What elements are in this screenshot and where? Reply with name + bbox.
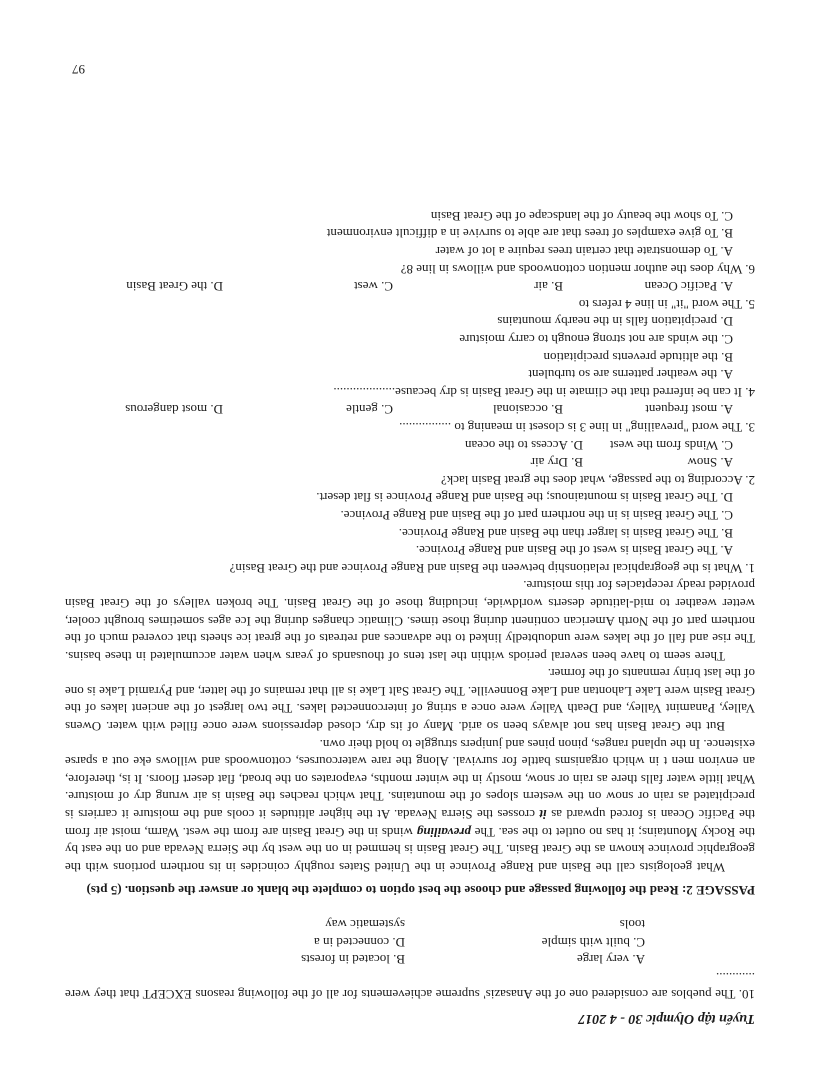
option-c: C. The Great Basin is in the northern part of the Basin and Range Province. — [340, 507, 733, 523]
passage-paragraph-1: What geologists call the Basin and Range Province in the United States roughly coincides in its northern portions with the geographic province known as the Great Basin. The Great Basin is hemmed in on the west by the Sierra Nevada and on the east by the Rocky Mountains; it has no outlet to the sea. The prevailing winds in the Great Basin are from the west. Warm, moist air from the Pacific Ocean is forced upward as it crosses the Sierra Nevada. At the higher altitudes it cools and the moisture it carriers is precipitated as rain or snow on the western slopes of the mountains. That which reaches the Basin is air wrung dry of moisture. What little water falls there as rain or snow, mostly in the winter months, evaporates on the broad, flat desert floors. It is, therefore, an environ men t in which organisms battle for survival. Along the rare watercourses, cottonwoods and willows eke out a sparse existence. In the upland ranges, pinon pines and junipers struggle to hold their own. — [64, 736, 755, 875]
option-d: D. connected in a systematic way — [314, 917, 405, 950]
option-b: B. The Great Basin is larger than the Basin and Range Province. — [398, 525, 733, 541]
question-3 — [65, 401, 755, 436]
page-number: 97 — [72, 62, 85, 77]
option-c: C. To show the beauty of the landscape of the Great Basin — [430, 208, 733, 224]
option-a: A. the weather patterns are so turbulent — [528, 367, 733, 383]
option-b: B. located in forests — [301, 952, 405, 968]
option-a: A. The Great Basin is west of the Basin and Range Province. — [415, 543, 733, 559]
option-c: C. west — [354, 279, 393, 295]
page-header: Tuyển tập Olympic 30 - 4 2017 — [578, 1011, 755, 1026]
option-d: D. precipitation falls in the nearby mountains — [497, 314, 733, 330]
option-a: A. most frequent — [645, 402, 733, 418]
passage-2-title: PASSAGE 2: Read the following passage and choose the best option to complete the blank or answer the question. (5 pts) — [86, 883, 755, 899]
option-a: A. Snow — [687, 455, 733, 471]
question-3-stem: 3. The word "prevailing" in line 3 is closest in meaning to ................ — [399, 420, 755, 435]
question-2 — [65, 436, 755, 489]
question-2-options — [65, 436, 755, 471]
option-b: B. To give examples of trees that are able to survive in a difficult environment — [326, 226, 733, 242]
question-3-options — [65, 401, 755, 419]
option-b: B. air — [534, 279, 563, 295]
question-10-options — [65, 915, 755, 968]
option-d: D. Access to the ocean — [464, 437, 583, 453]
page-content — [65, 207, 755, 1027]
option-c: C. Winds from the west — [609, 437, 733, 453]
option-b: B. Dry air — [530, 455, 583, 471]
question-4-stem: 4. It can be inferred that the climate in the Great Basin is dry because................... — [333, 384, 755, 400]
passage-paragraph-3: There seem to have been several periods within the last tens of thousands of years when water accumulated in these basins. The rise and fall of the lakes were undoubtedly linked to the advances and retreats of the great ice sheets that covered much of the northern part of the North American continent during those times. Climatic changes during the Ice ages sometimes brought cooler, wetter weather to mid-latitude deserts worldwide, including those of the Great Basin. The broken valleys of the Great Basin provided ready receptacles for this moisture. — [65, 578, 755, 664]
option-d: D. The Great Basin is mountainous; the Basin and Range Province is flat desert. — [316, 490, 733, 506]
keyword-it: it — [539, 807, 547, 823]
option-c: C. gentle — [346, 402, 393, 418]
option-a: A. To demonstrate that certain trees require a lot of water — [435, 244, 733, 260]
question-2-stem: 2. According to the passage, what does the great Basin lack? — [440, 472, 755, 488]
option-d: D. the Great Basin — [126, 279, 223, 295]
passage-paragraph-2: But the Great Basin has not always been so arid. Many of its dry, closed depressions were once filled with water. Owens Valley, Panamint Valley, and Death Valley were once a string of interconnected lakes. The two largest of the ancient lakes of the Great Basin were Lake Lahontan and Lake Bonneville. The Great Salt Lake is all that remains of the latter, and Pyramid Lake is one of the last briny remnants of the former. — [65, 666, 755, 735]
option-a: A. Pacific Ocean — [644, 279, 733, 295]
option-c: C. built with simple tools — [541, 917, 645, 950]
option-a: A. very large — [577, 952, 645, 968]
option-d: D. most dangerous — [125, 402, 223, 418]
question-5-options — [65, 278, 755, 296]
question-4 — [65, 313, 755, 401]
option-b: B. the altitude prevents precipitation — [543, 349, 733, 365]
question-10 — [65, 915, 755, 1003]
question-6-stem: 6. Why does the author mention cottonwoods and willows in line 8? — [400, 261, 755, 277]
question-5-stem: 5. The word "it" in line 4 refers to — [578, 296, 755, 312]
option-c: C. the winds are not strong enough to carry moisture — [459, 332, 733, 348]
question-5 — [65, 278, 755, 313]
option-b: B. occasional — [492, 402, 563, 418]
question-10-stem: 10. The pueblos are considered one of the Anasazis' supreme achievements for all of the following reasons EXCEPT that they were ............ — [65, 969, 755, 1003]
question-1-stem: 1. What is the geographical relationship between the Basin and Range Province and the Great Basin? — [229, 560, 755, 576]
question-1 — [65, 489, 755, 577]
question-6 — [65, 207, 755, 277]
keyword-prevailing: prevailing — [416, 824, 471, 840]
